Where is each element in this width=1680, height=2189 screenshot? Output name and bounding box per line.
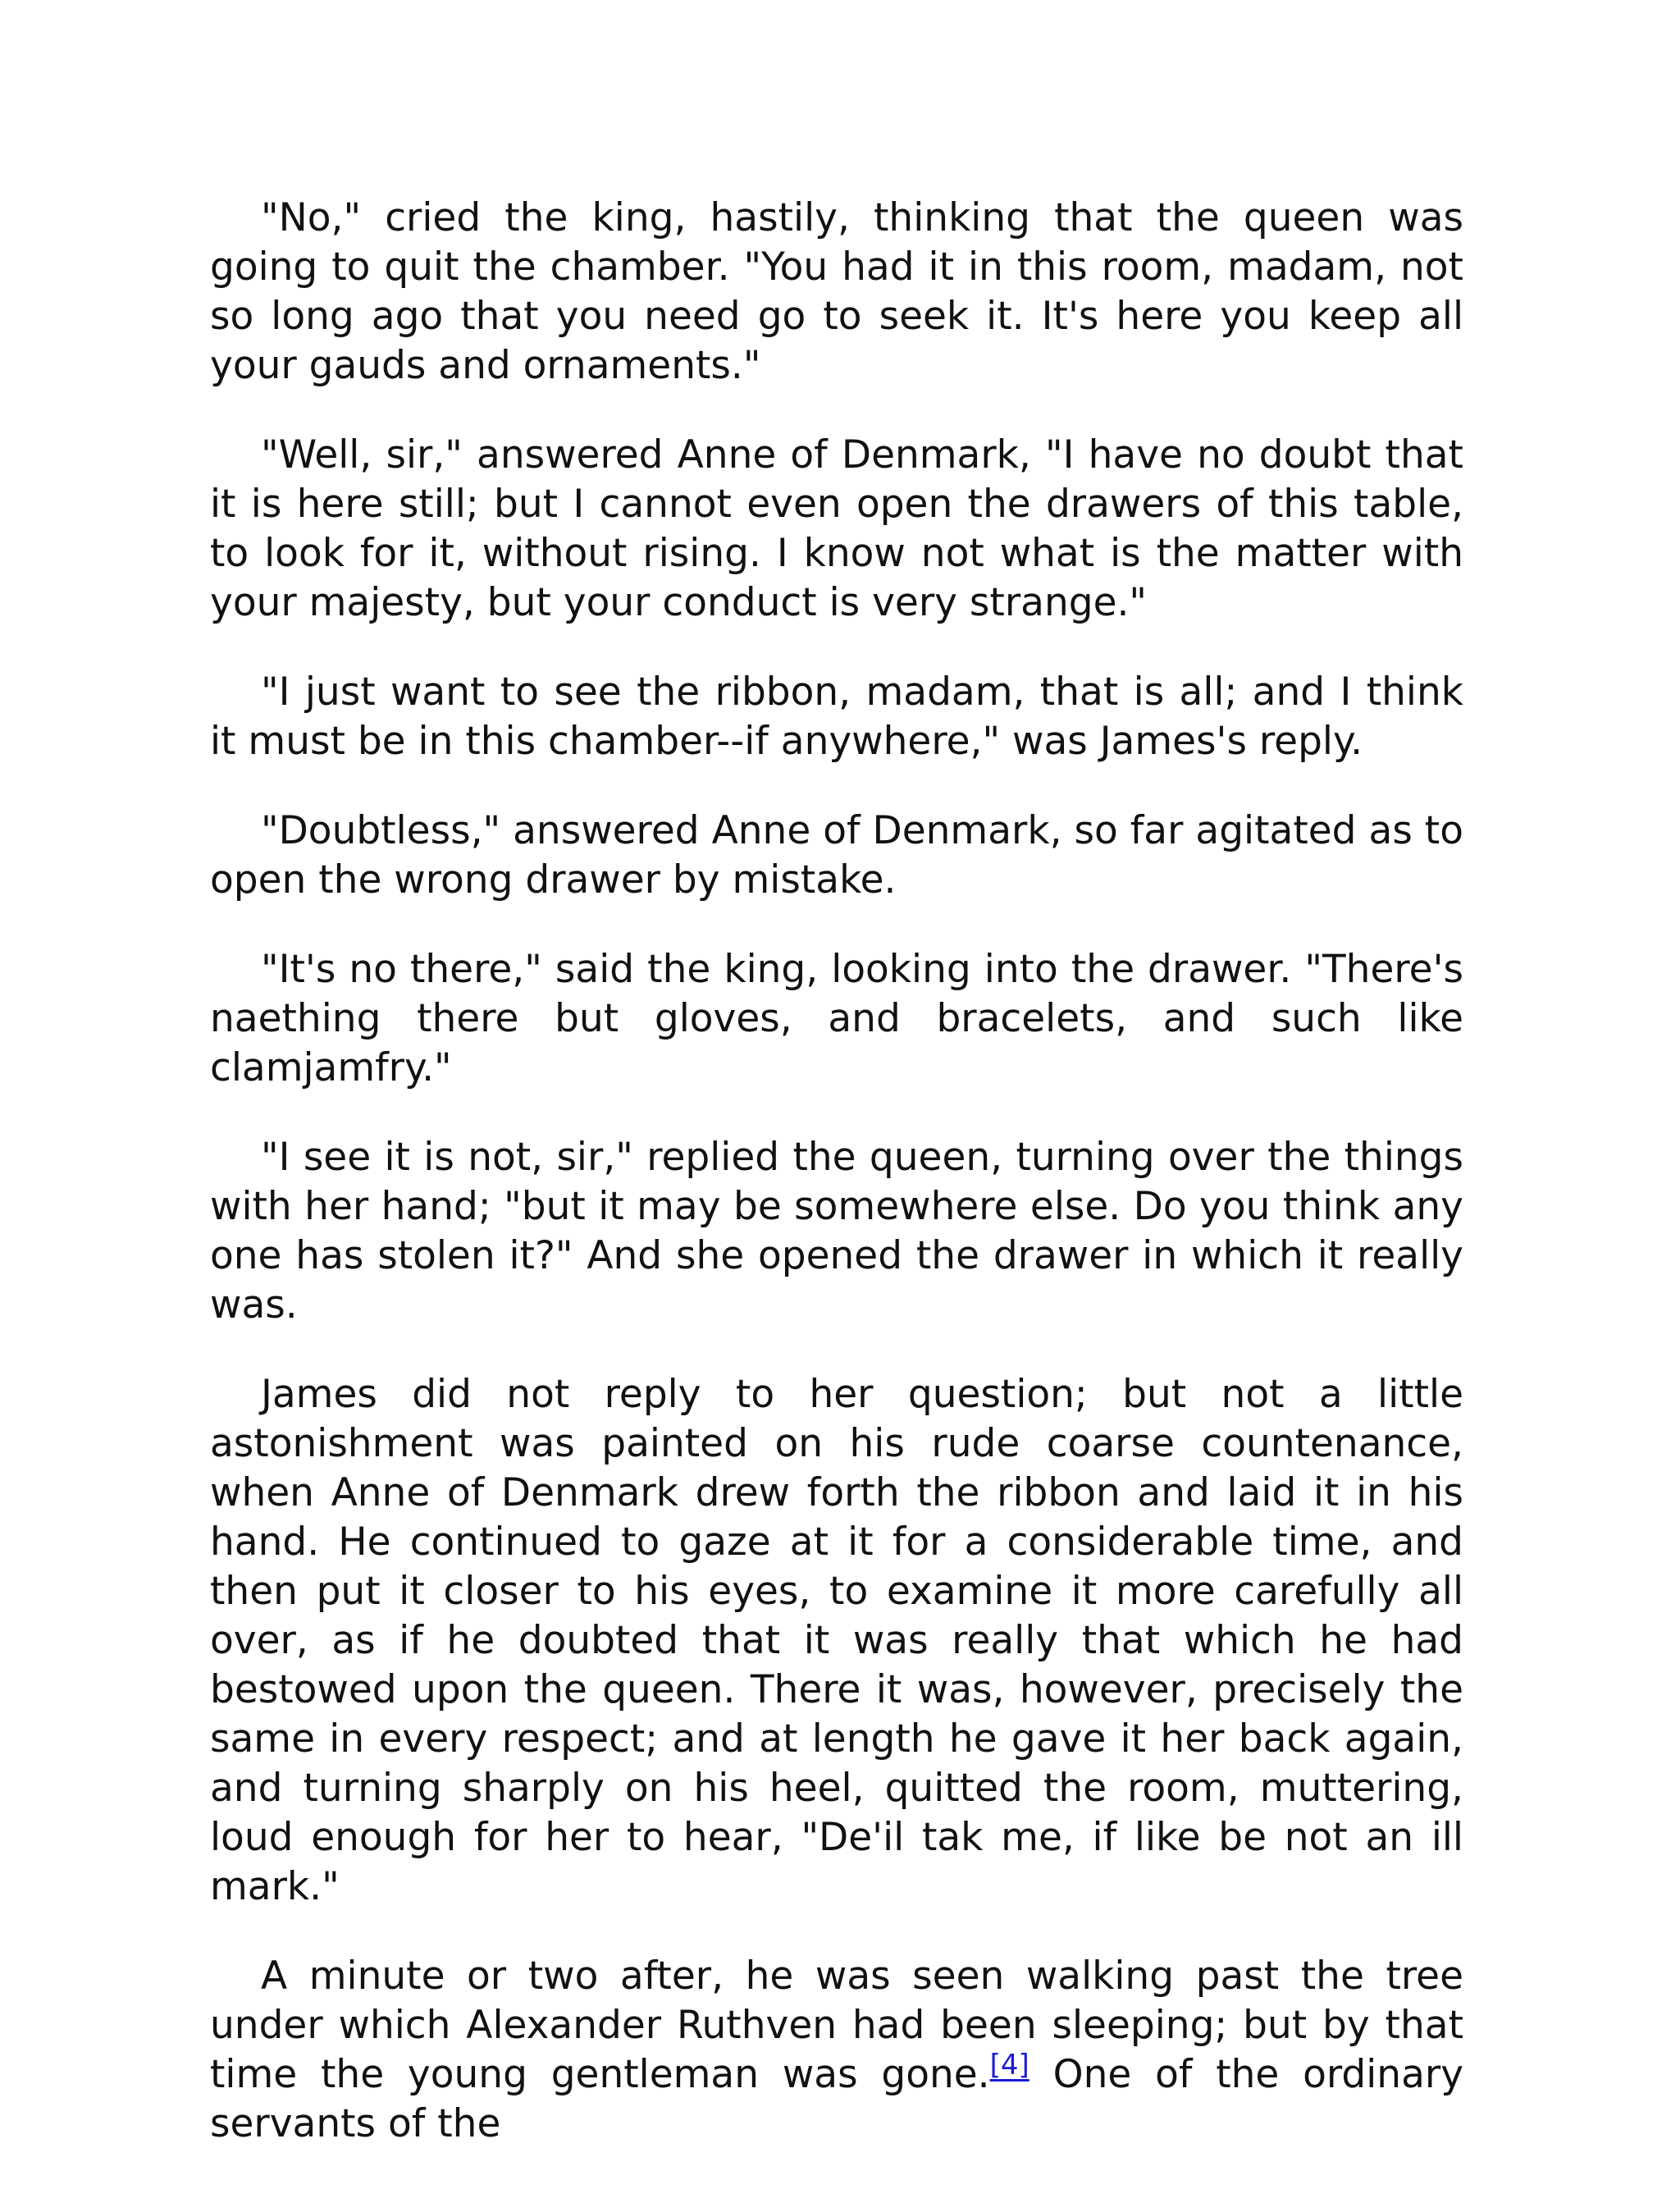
footnote-link[interactable]: [4] [989,2049,1029,2082]
paragraph: "It's no there," said the king, looking into the drawer. "There's naething there but gloves, and bracelets, and such like clamjamfry." [210,947,1463,1090]
paragraph-text: One of the ordinary servants of the [210,2052,1464,2146]
paragraph-last [210,1952,1463,2149]
paragraph-text: A minute or two after, he was seen walking past the tree under which Alexander Ruthven had been sleeping; but by that time the young gentleman was gone. [210,1954,1463,2097]
paragraph: "I just want to see the ribbon, madam, that is all; and I think it must be in this chamber--if anywhere," was James's reply. [210,669,1463,764]
paragraph: James did not reply to her question; but not a little astonishment was painted on his rude coarse countenance, when Anne of Denmark drew forth the ribbon and laid it in his hand. He continued to gaze at it for a considerable time, and then put it closer to his eyes, to examine it more carefully all over, as if he doubted that it was really that which he had bestowed upon the queen. There it was, however, precisely the same in every respect; and at length he gave it her back again, and turning sharply on his heel, quitted the room, muttering, loud enough for her to hear, "De'il tak me, if like be not an ill mark." [210,1372,1463,1909]
paragraph: "Well, sir," answered Anne of Denmark, "I have no doubt that it is here still; but I cannot even open the drawers of this table, to look for it, without rising. I know not what is the matter with your majesty, but your conduct is very strange." [210,432,1463,625]
page-body [210,194,1463,2189]
paragraph: "I see it is not, sir," replied the queen, turning over the things with her hand; "but it may be somewhere else. Do you think any one has stolen it?" And she opened the drawer in which it really was. [210,1135,1463,1328]
paragraph: "Doubtless," answered Anne of Denmark, so far agitated as to open the wrong drawer by mistake. [210,808,1463,903]
paragraph: "No," cried the king, hastily, thinking that the queen was going to quit the chamber. "You had it in this room, madam, not so long ago that you need go to seek it. It's here you keep all your gauds and ornaments." [210,195,1463,388]
